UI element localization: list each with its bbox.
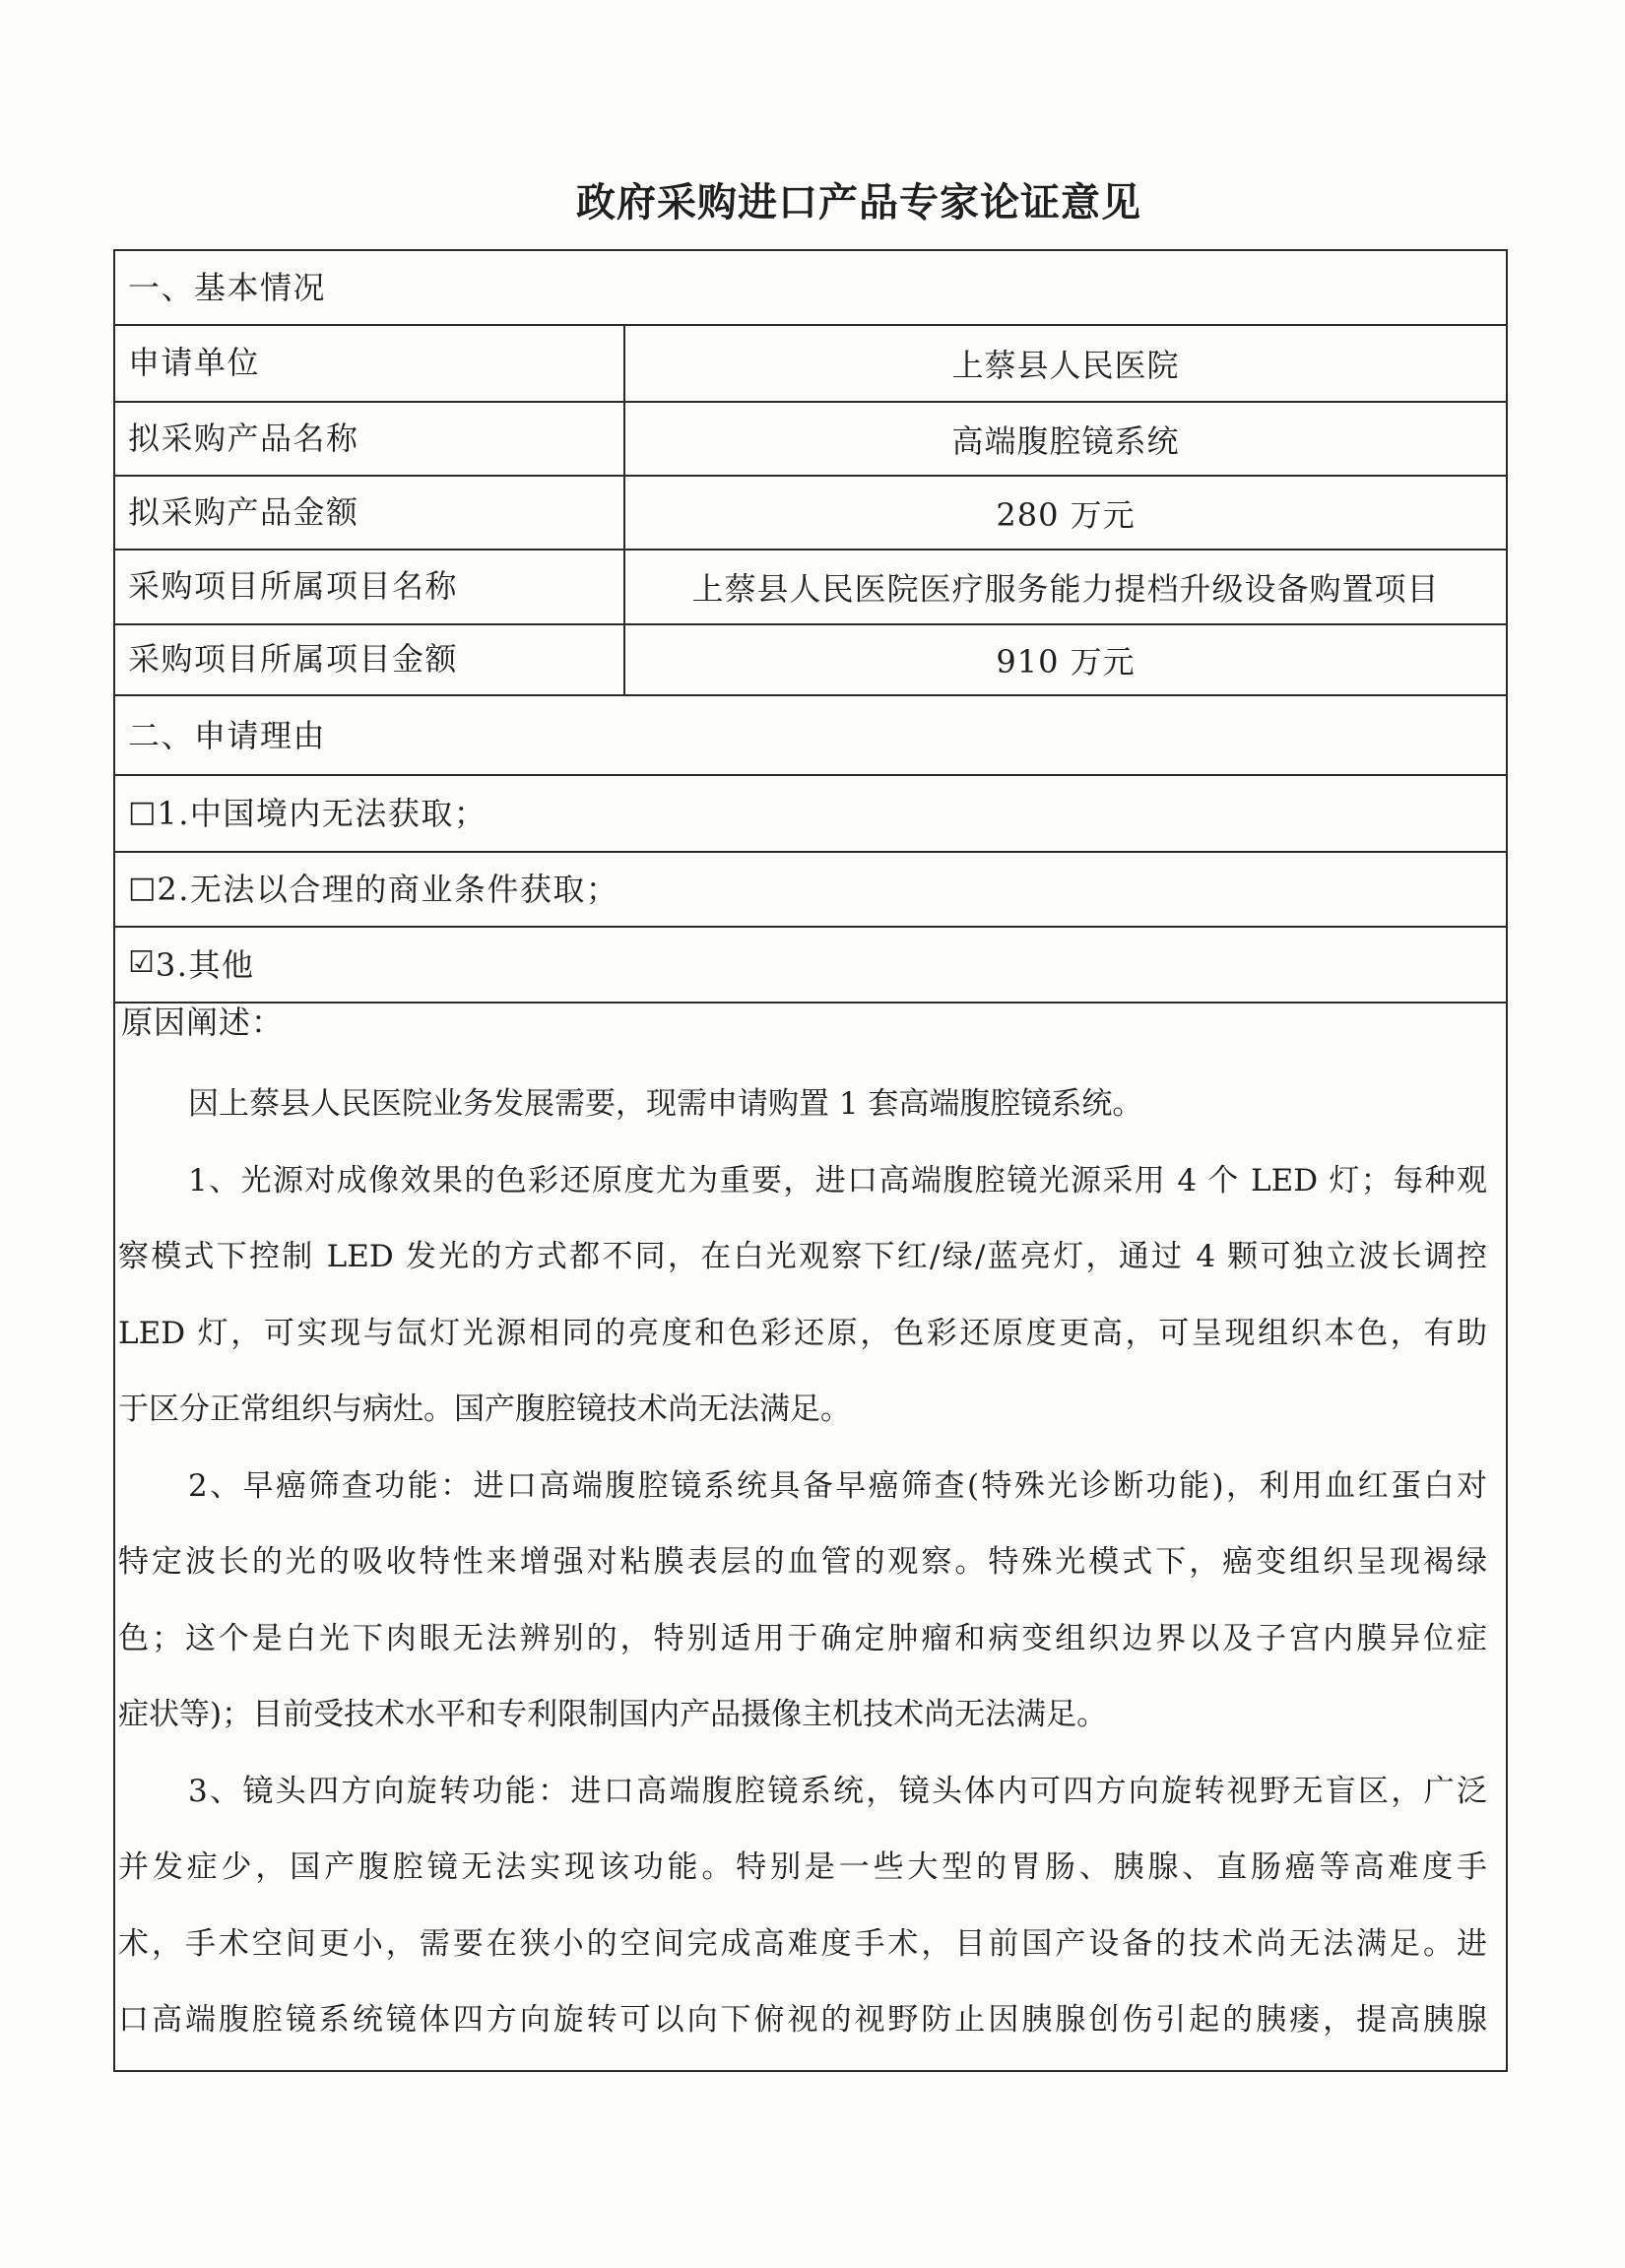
text-line: 于区分正常组织与病灶。国产腹腔镜技术尚无法满足。 <box>118 1392 851 1427</box>
option-row <box>115 853 1506 928</box>
row-value: 910 万元 <box>996 643 1136 680</box>
row-value: 280 万元 <box>996 495 1136 534</box>
checkbox-checked-icon: ☑ <box>128 945 155 980</box>
row-label: 拟采购产品名称 <box>115 403 625 475</box>
text-line: 因上蔡县人民医院业务发展需要，现需申请购置 1 套高端腹腔镜系统。 <box>188 1086 1143 1122</box>
option-label: 3.其他 <box>155 945 255 984</box>
row-label: 拟采购产品金额 <box>115 477 625 549</box>
option-label: 2.无法以合理的商业条件获取； <box>157 871 619 908</box>
text-line: 特定波长的光的吸收特性来增强对粘膜表层的血管的观察。特殊光模式下，癌变组织呈现褐绿 <box>118 1544 1487 1580</box>
section-heading-basic-info: 一、基本情况 <box>128 269 327 306</box>
opinion-table <box>113 249 1508 2072</box>
text-line: 症状等)；目前受技术水平和专利限制国内产品摄像主机技术尚无法满足。 <box>118 1697 1108 1732</box>
row-label: 采购项目所属项目名称 <box>115 551 625 623</box>
row-value: 上蔡县人民医院医疗服务能力提档升级设备购置项目 <box>691 570 1440 608</box>
checkbox-unchecked-icon: □ <box>128 870 157 905</box>
option-item <box>115 776 1506 851</box>
reason-text <box>118 1067 1487 2059</box>
option-item <box>115 928 1506 1002</box>
text-line: LED 灯，可实现与氙灯光源相同的亮度和色彩还原，色彩还原度更高，可呈现组织本色，有助 <box>118 1315 1487 1351</box>
option-row <box>115 776 1506 853</box>
text-line: 口高端腹腔镜系统镜体四方向旋转可以向下俯视的视野防止因胰腺创伤引起的胰瘘，提高胰腺 <box>118 2002 1487 2038</box>
row-label: 申请单位 <box>115 326 625 401</box>
text-line: 3、镜头四方向旋转功能：进口高端腹腔镜系统，镜头体内可四方向旋转视野无盲区，广泛 <box>188 1773 1487 1809</box>
section-heading-row <box>115 696 1506 776</box>
section-heading-application-reason: 二、申请理由 <box>128 716 327 754</box>
text-line: 色；这个是白光下肉眼无法辨别的，特别适用于确定肿瘤和病变组织边界以及子宫内膜异位症 <box>118 1620 1487 1656</box>
table-row <box>115 625 1506 696</box>
text-line: 察模式下控制 LED 发光的方式都不同，在白光观察下红/绿/蓝亮灯，通过 4 颗可独立波长调控 <box>118 1239 1487 1274</box>
reason-content-cell <box>115 1004 1506 2070</box>
row-value: 上蔡县人民医院 <box>951 347 1180 384</box>
option-item <box>115 853 1506 926</box>
table-row <box>115 326 1506 403</box>
text-line: 并发症少，国产腹腔镜无法实现该功能。特别是一些大型的胃肠、胰腺、直肠癌等高难度手 <box>118 1849 1487 1885</box>
table-row <box>115 551 1506 625</box>
checkbox-unchecked-icon: □ <box>128 794 157 829</box>
text-line: 2、早癌筛查功能：进口高端腹腔镜系统具备早癌筛查(特殊光诊断功能)，利用血红蛋白对 <box>188 1467 1487 1504</box>
text-line: 术，手术空间更小，需要在狭小的空间完成高难度手术，目前国产设备的技术尚无法满足。进 <box>118 1925 1487 1962</box>
table-row <box>115 477 1506 551</box>
section-heading-row <box>115 251 1506 326</box>
reason-label: 原因阐述： <box>121 1004 285 1041</box>
row-label: 采购项目所属项目金额 <box>115 625 625 694</box>
option-label: 1.中国境内无法获取； <box>157 795 488 832</box>
table-row <box>115 403 1506 477</box>
text-line: 1、光源对成像效果的色彩还原度尤为重要，进口高端腹腔镜光源采用 4 个 LED 灯；每种观 <box>188 1162 1487 1199</box>
document-title: 政府采购进口产品专家论证意见 <box>576 179 1141 226</box>
row-value: 高端腹腔镜系统 <box>951 421 1180 460</box>
option-row <box>115 928 1506 1004</box>
